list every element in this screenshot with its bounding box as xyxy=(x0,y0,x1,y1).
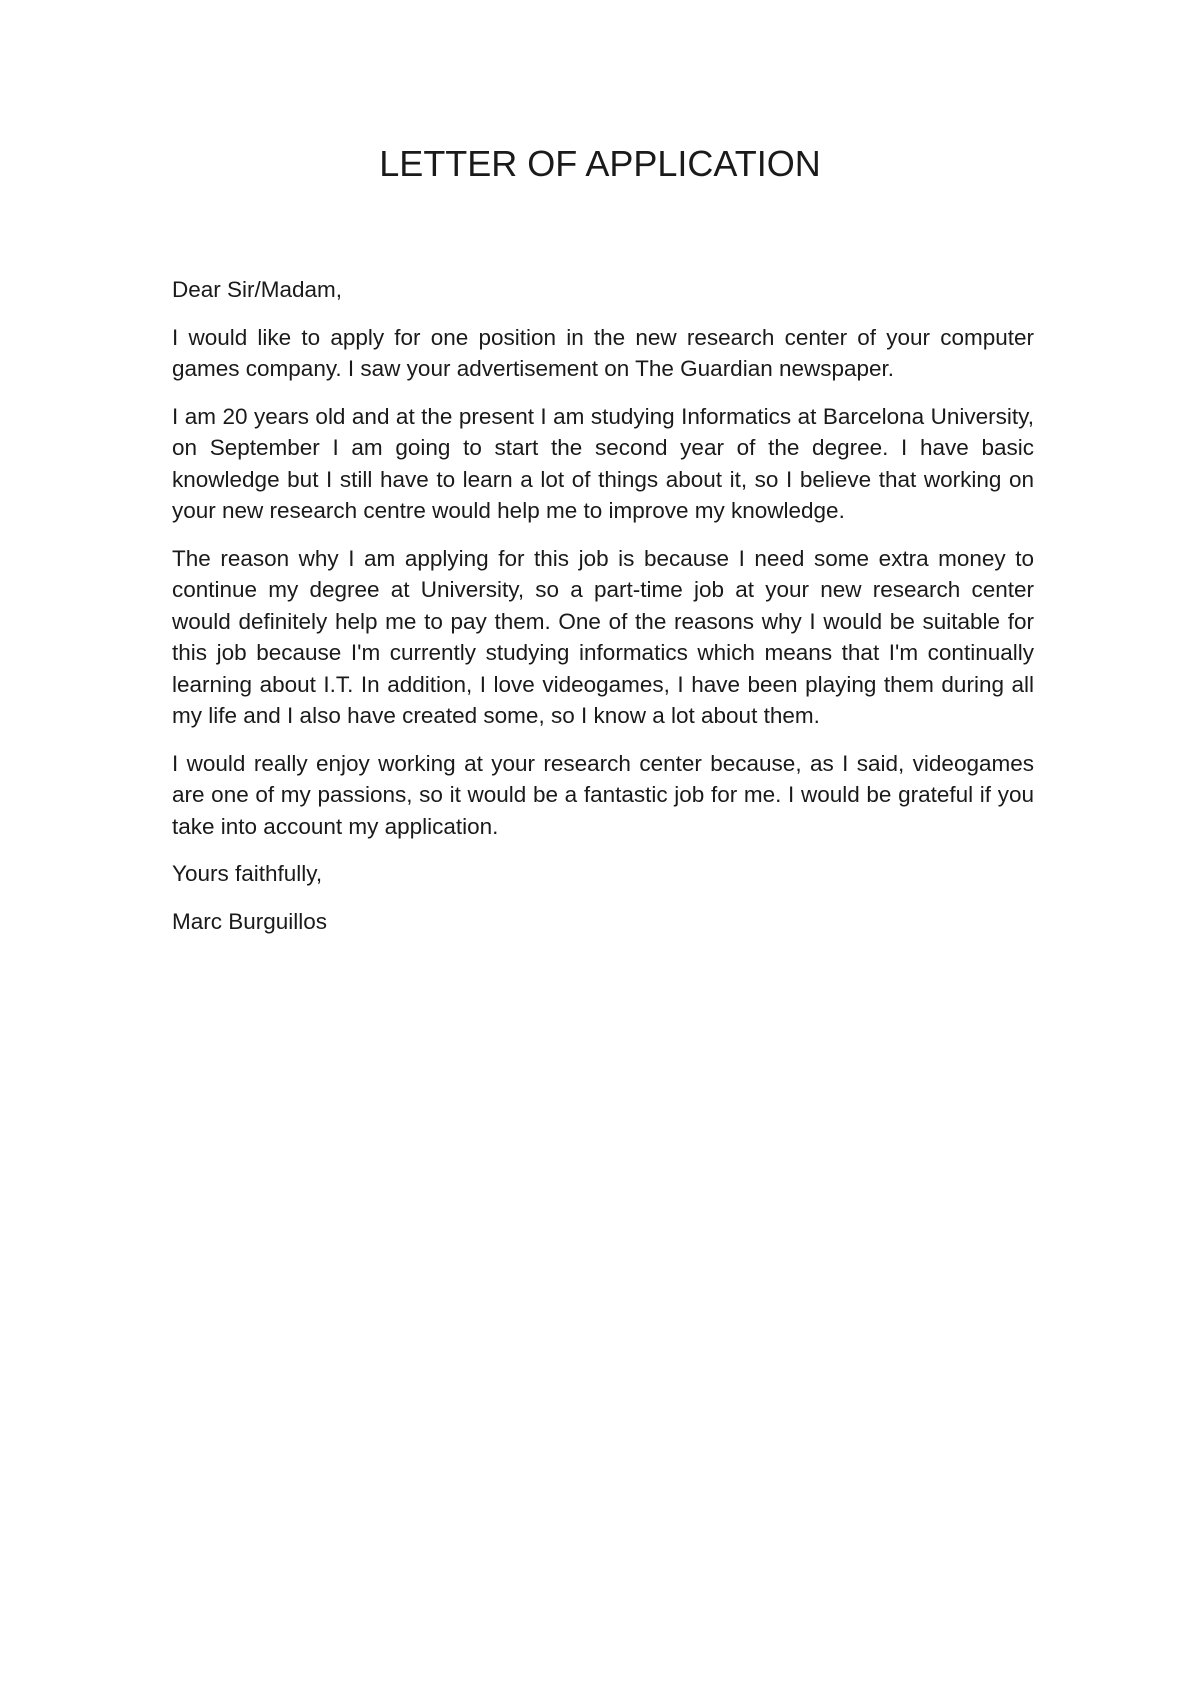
paragraph-2: I am 20 years old and at the present I am studying Informatics at Barcelona University, on September I am going to start the second year of the degree. I have basic knowledge but I still have to learn a lot of things about it, so I believe that working on your new research centre would help me to improve my knowledge. xyxy=(172,403,1034,523)
paragraph-4: I would really enjoy working at your research center because, as I said, videogames are one of my passions, so it would be a fantastic job for me. I would be grateful if you take into account my application. xyxy=(172,750,1034,839)
closing: Yours faithfully, xyxy=(172,861,323,886)
paragraph-1: I would like to apply for one position in the new research center of your computer games company. I saw your advertisement on The Guardian newspaper. xyxy=(172,324,1034,381)
letter-body xyxy=(172,274,1034,953)
signature: Marc Burguillos xyxy=(172,908,328,934)
salutation: Dear Sir/Madam, xyxy=(172,277,343,302)
paragraph-3: The reason why I am applying for this job is because I need some extra money to continue my degree at University, so a part-time job at your new research center would definitely help me to pay them. One of the reasons why I would be suitable for this job because I'm currently studying informatics which means that I'm continually learning about I.T. In addition, I love videogames, I have been playing them during all my life and I also have created some, so I know a lot about them. xyxy=(172,545,1034,728)
document-title: LETTER OF APPLICATION xyxy=(379,143,821,184)
